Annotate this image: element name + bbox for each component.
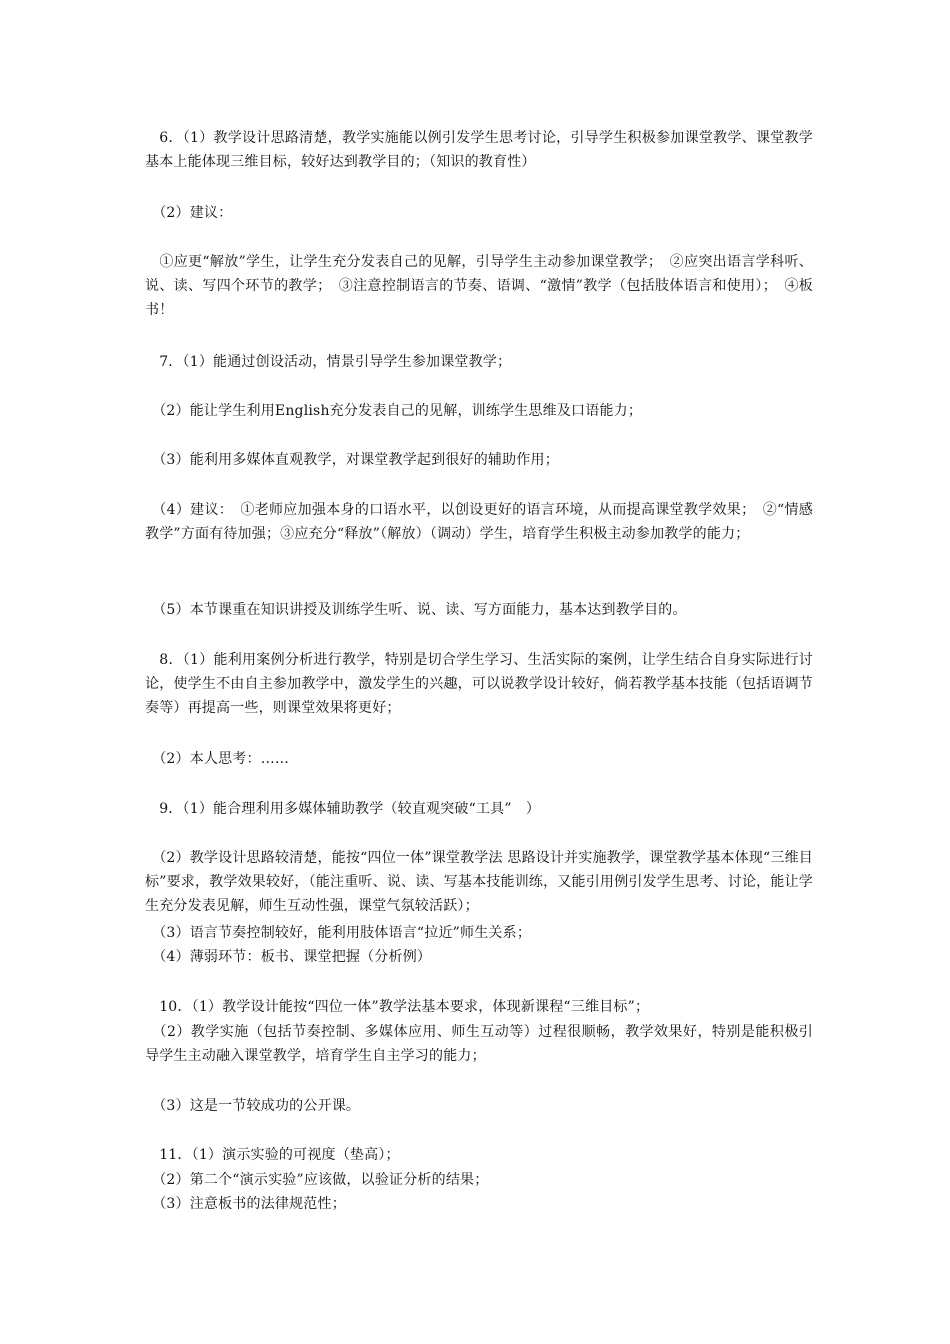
paragraph-9-3: （3）语言节奏控制较好，能利用肢体语言“拉近”师生关系； — [145, 925, 532, 941]
paragraph-7-3: （3）能利用多媒体直观教学，对课堂教学起到很好的辅助作用； — [145, 452, 559, 468]
paragraph-9-2: （2）教学设计思路较清楚，能按“四位一体”课堂教学法 思路设计并实施教学，课堂教学基本体现“三维目标”要求，教学效果较好，（能注重听、说、读、写基本技能训练，又能引用例引发学生思考、讨论，能让学生充分发表见解，师生互动性强，课堂气氛较活跃）； — [145, 850, 813, 914]
paragraph-6-2: （2）建议： — [145, 205, 233, 221]
paragraph-11-2: （2）第二个“演示实验”应该做，以验证分析的结果； — [145, 1172, 489, 1188]
paragraph-6-suggestions: ①应更“解放”学生，让学生充分发表自己的见解，引导学生主动参加课堂教学； ②应突出语言学科听、说、读、写四个环节的教学； ③注意控制语言的节奏、语调、“激情”教学（包括肢体语言和使用）； ④板书！ — [145, 254, 813, 318]
paragraph-8-2: （2）本人思考：…… — [145, 751, 290, 767]
paragraph-10-2: （2）教学实施（包括节奏控制、多媒体应用、师生互动等）过程很顺畅，教学效果好，特别是能积极引导学生主动融入课堂教学，培育学生自主学习的能力； — [145, 1024, 813, 1064]
paragraph-7-2: （2）能让学生利用English充分发表自己的见解，训练学生思维及口语能力； — [145, 403, 643, 419]
paragraph-9-1: 9．（1）能合理利用多媒体辅助教学（较直观突破“工具” ） — [145, 801, 541, 817]
paragraph-10-1: 10．（1）教学设计能按“四位一体”教学法基本要求，体现新课程“三维目标”； — [145, 999, 650, 1015]
paragraph-7-5: （5）本节课重在知识讲授及训练学生听、说、读、写方面能力，基本达到教学目的。 — [145, 602, 687, 618]
paragraph-8-1: 8．（1）能利用案例分析进行教学，特别是切合学生学习、生活实际的案例，让学生结合自身实际进行讨论，使学生不由自主参加教学中，激发学生的兴趣，可以说教学设计较好，倘若教学基本技能（包括语调节奏等）再提高一些，则课堂效果将更好； — [145, 652, 813, 716]
paragraph-6-1: 6．（1）教学设计思路清楚，教学实施能以例引发学生思考讨论，引导学生积极参加课堂教学、课堂教学基本上能体现三维目标，较好达到教学目的；（知识的教育性） — [145, 130, 813, 170]
paragraph-11-1: 11．（1）演示实验的可视度（垫高）； — [145, 1147, 400, 1163]
paragraph-7-1: 7．（1）能通过创设活动，情景引导学生参加课堂教学； — [145, 354, 512, 370]
paragraph-9-4: （4）薄弱环节：板书、课堂把握（分析例） — [145, 949, 432, 965]
paragraph-11-3: （3）注意板书的法律规范性； — [145, 1196, 346, 1212]
paragraph-7-4: （4）建议： ①老师应加强本身的口语水平，以创设更好的语言环境，从而提高课堂教学效果； ②“情感教学”方面有待加强；③应充分“释放”（解放）（调动）学生，培育学生积极主动参加教学的能力； — [145, 502, 813, 542]
paragraph-10-3: （3）这是一节较成功的公开课。 — [145, 1098, 361, 1114]
